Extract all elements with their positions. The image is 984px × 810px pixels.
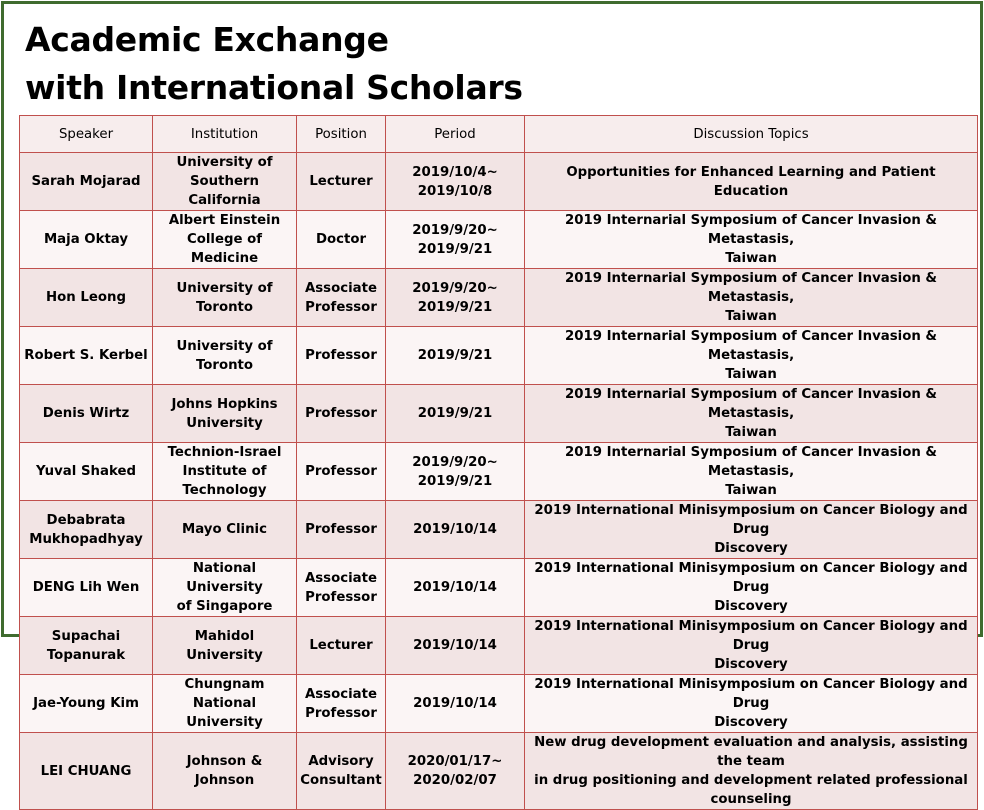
cell-institution: University of Toronto [153,269,297,327]
cell-period: 2020/01/17~ 2020/02/07 [386,733,525,810]
cell-period: 2019/9/20~ 2019/9/21 [386,269,525,327]
cell-institution: Albert Einstein College of Medicine [153,211,297,269]
cell-position: Associate Professor [297,675,386,733]
cell-period: 2019/10/14 [386,675,525,733]
cell-discussion-topic: New drug development evaluation and analysis, assisting the team in drug positioning and development related professional counseling [525,733,978,810]
cell-discussion-topic: 2019 International Minisymposium on Cancer Biology and Drug Discovery [525,675,978,733]
cell-position: Professor [297,501,386,559]
cell-speaker: DENG Lih Wen [20,559,153,617]
header-institution: Institution [153,116,297,153]
cell-discussion-topic: 2019 International Minisymposium on Cancer Biology and Drug Discovery [525,501,978,559]
table-row [20,443,978,501]
header-period: Period [386,116,525,153]
cell-speaker: Robert S. Kerbel [20,327,153,385]
cell-institution: University of Southern California [153,153,297,211]
table-row [20,501,978,559]
cell-discussion-topic: 2019 International Minisymposium on Cancer Biology and Drug Discovery [525,617,978,675]
cell-position: Professor [297,385,386,443]
cell-period: 2019/9/21 [386,327,525,385]
header-speaker: Speaker [20,116,153,153]
cell-institution: Mahidol University [153,617,297,675]
cell-position: Lecturer [297,617,386,675]
cell-speaker: Hon Leong [20,269,153,327]
table-row [20,675,978,733]
header-discussion-topics: Discussion Topics [525,116,978,153]
cell-institution: Technion-Israel Institute of Technology [153,443,297,501]
cell-speaker: LEI CHUANG [20,733,153,810]
cell-institution: Mayo Clinic [153,501,297,559]
cell-period: 2019/9/21 [386,385,525,443]
cell-speaker: Jae-Young Kim [20,675,153,733]
cell-position: Doctor [297,211,386,269]
table-row [20,385,978,443]
cell-institution: University of Toronto [153,327,297,385]
cell-period: 2019/9/20~ 2019/9/21 [386,211,525,269]
cell-discussion-topic: 2019 Internarial Symposium of Cancer Invasion & Metastasis, Taiwan [525,269,978,327]
cell-speaker: Maja Oktay [20,211,153,269]
table-row [20,153,978,211]
cell-position: Associate Professor [297,559,386,617]
cell-institution: Chungnam National University [153,675,297,733]
cell-position: Advisory Consultant [297,733,386,810]
table-row [20,617,978,675]
cell-discussion-topic: 2019 Internarial Symposium of Cancer Invasion & Metastasis, Taiwan [525,211,978,269]
table-row [20,327,978,385]
cell-position: Associate Professor [297,269,386,327]
cell-position: Lecturer [297,153,386,211]
cell-speaker: Debabrata Mukhopadhyay [20,501,153,559]
table-header-row [20,116,978,153]
cell-speaker: Yuval Shaked [20,443,153,501]
cell-period: 2019/9/20~ 2019/9/21 [386,443,525,501]
title-line-1: Academic Exchange [25,20,389,59]
table-row [20,211,978,269]
cell-period: 2019/10/14 [386,617,525,675]
cell-position: Professor [297,443,386,501]
cell-discussion-topic: 2019 International Minisymposium on Cancer Biology and Drug Discovery [525,559,978,617]
cell-institution: Johns Hopkins University [153,385,297,443]
cell-discussion-topic: 2019 Internarial Symposium of Cancer Invasion & Metastasis, Taiwan [525,443,978,501]
cell-period: 2019/10/14 [386,501,525,559]
table-row [20,269,978,327]
cell-position: Professor [297,327,386,385]
cell-period: 2019/10/14 [386,559,525,617]
cell-discussion-topic: 2019 Internarial Symposium of Cancer Invasion & Metastasis, Taiwan [525,385,978,443]
cell-period: 2019/10/4~ 2019/10/8 [386,153,525,211]
table-row [20,733,978,810]
cell-discussion-topic: 2019 Internarial Symposium of Cancer Invasion & Metastasis, Taiwan [525,327,978,385]
scholars-table [19,115,978,810]
table-row [20,559,978,617]
cell-discussion-topic: Opportunities for Enhanced Learning and Patient Education [525,153,978,211]
header-position: Position [297,116,386,153]
title-line-2: with International Scholars [25,68,523,107]
page-title [25,16,523,112]
cell-speaker: Denis Wirtz [20,385,153,443]
cell-speaker: Sarah Mojarad [20,153,153,211]
cell-institution: Johnson & Johnson [153,733,297,810]
cell-institution: National University of Singapore [153,559,297,617]
cell-speaker: Supachai Topanurak [20,617,153,675]
